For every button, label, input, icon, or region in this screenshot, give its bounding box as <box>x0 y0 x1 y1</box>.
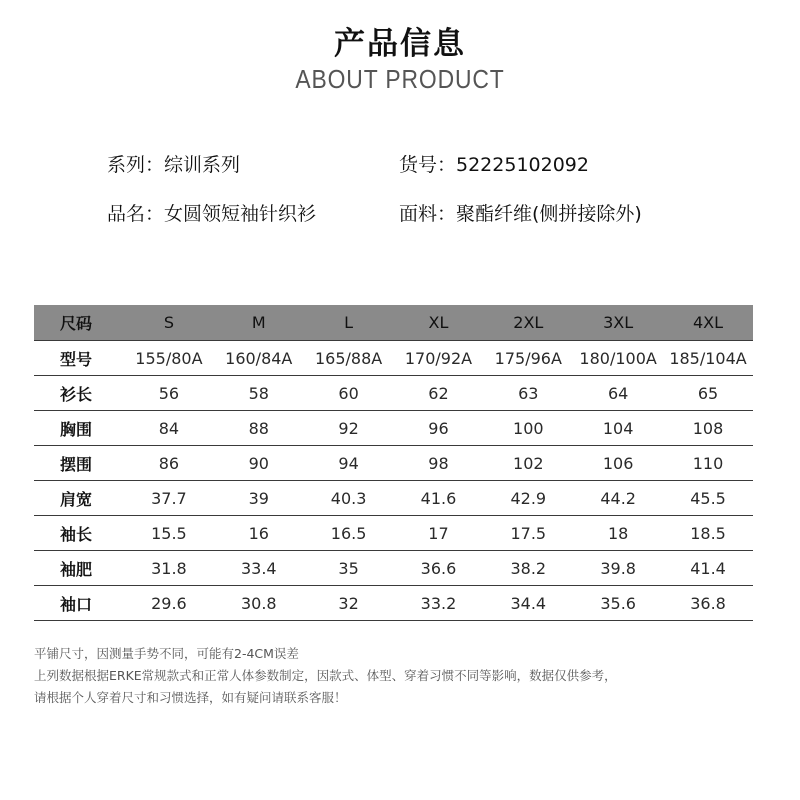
table-cell: 90 <box>214 446 304 481</box>
table-cell: 33.2 <box>394 586 484 621</box>
table-cell: 63 <box>483 376 573 411</box>
table-cell: 37.7 <box>124 481 214 516</box>
note-line: 上列数据根据ERKE常规款式和正常人体参数制定，因款式、体型、穿着习惯不同等影响，数据仅供参考， <box>34 668 617 683</box>
table-cell: 18.5 <box>663 516 753 551</box>
table-cell: 64 <box>573 376 663 411</box>
table-cell: 165/88A <box>304 341 394 376</box>
row-label: 袖口 <box>34 586 124 621</box>
header-cell: L <box>304 305 394 341</box>
table-row <box>34 516 753 551</box>
table-cell: 155/80A <box>124 341 214 376</box>
fabric-info: 面料：聚酯纤维(侧拼接除外) <box>399 203 642 225</box>
page-subtitle: ABOUT PRODUCT <box>295 64 505 94</box>
table-cell: 33.4 <box>214 551 304 586</box>
table-cell: 35.6 <box>573 586 663 621</box>
header-cell: 尺码 <box>34 305 124 341</box>
table-cell: 17.5 <box>483 516 573 551</box>
table-cell: 41.6 <box>394 481 484 516</box>
product-name-info: 品名：女圆领短袖针织衫 <box>107 203 317 225</box>
page-title: 产品信息 <box>334 26 466 62</box>
table-cell: 102 <box>483 446 573 481</box>
table-cell: 34.4 <box>483 586 573 621</box>
table-cell: 30.8 <box>214 586 304 621</box>
table-cell: 104 <box>573 411 663 446</box>
header-cell: 2XL <box>483 305 573 341</box>
table-cell: 94 <box>304 446 394 481</box>
header-cell: M <box>214 305 304 341</box>
table-cell: 38.2 <box>483 551 573 586</box>
note-line: 平铺尺寸，因测量手势不同，可能有2-4CM误差 <box>34 646 299 661</box>
table-cell: 17 <box>394 516 484 551</box>
table-row <box>34 446 753 481</box>
table-cell: 110 <box>663 446 753 481</box>
table-cell: 44.2 <box>573 481 663 516</box>
series-info: 系列：综训系列 <box>107 154 241 176</box>
table-cell: 170/92A <box>394 341 484 376</box>
row-label: 袖长 <box>34 516 124 551</box>
table-cell: 106 <box>573 446 663 481</box>
table-row <box>34 411 753 446</box>
measurement-notes <box>34 643 617 709</box>
table-cell: 96 <box>394 411 484 446</box>
size-table <box>34 305 753 621</box>
table-cell: 16 <box>214 516 304 551</box>
table-row <box>34 341 753 376</box>
header-cell: XL <box>394 305 484 341</box>
table-cell: 160/84A <box>214 341 304 376</box>
table-cell: 45.5 <box>663 481 753 516</box>
header-cell: 3XL <box>573 305 663 341</box>
table-cell: 29.6 <box>124 586 214 621</box>
table-cell: 36.8 <box>663 586 753 621</box>
table-cell: 84 <box>124 411 214 446</box>
table-cell: 32 <box>304 586 394 621</box>
table-cell: 39.8 <box>573 551 663 586</box>
table-cell: 31.8 <box>124 551 214 586</box>
row-label: 胸围 <box>34 411 124 446</box>
table-cell: 56 <box>124 376 214 411</box>
table-cell: 175/96A <box>483 341 573 376</box>
table-cell: 42.9 <box>483 481 573 516</box>
row-label: 袖肥 <box>34 551 124 586</box>
table-cell: 88 <box>214 411 304 446</box>
table-row <box>34 586 753 621</box>
table-cell: 65 <box>663 376 753 411</box>
table-cell: 40.3 <box>304 481 394 516</box>
table-cell: 60 <box>304 376 394 411</box>
row-label: 型号 <box>34 341 124 376</box>
table-cell: 39 <box>214 481 304 516</box>
table-cell: 180/100A <box>573 341 663 376</box>
table-cell: 108 <box>663 411 753 446</box>
table-cell: 92 <box>304 411 394 446</box>
table-row <box>34 551 753 586</box>
table-row <box>34 481 753 516</box>
row-label: 衫长 <box>34 376 124 411</box>
table-cell: 18 <box>573 516 663 551</box>
header-cell: 4XL <box>663 305 753 341</box>
table-cell: 36.6 <box>394 551 484 586</box>
table-row <box>34 376 753 411</box>
note-line: 请根据个人穿着尺寸和习惯选择，如有疑问请联系客服！ <box>34 690 347 705</box>
header-cell: S <box>124 305 214 341</box>
row-label: 肩宽 <box>34 481 124 516</box>
size-table-header <box>34 305 753 341</box>
table-cell: 58 <box>214 376 304 411</box>
table-cell: 16.5 <box>304 516 394 551</box>
row-label: 摆围 <box>34 446 124 481</box>
table-cell: 35 <box>304 551 394 586</box>
table-cell: 185/104A <box>663 341 753 376</box>
article-number-info: 货号：52225102092 <box>399 154 589 176</box>
table-cell: 15.5 <box>124 516 214 551</box>
table-cell: 62 <box>394 376 484 411</box>
table-cell: 100 <box>483 411 573 446</box>
table-cell: 86 <box>124 446 214 481</box>
table-cell: 41.4 <box>663 551 753 586</box>
table-cell: 98 <box>394 446 484 481</box>
